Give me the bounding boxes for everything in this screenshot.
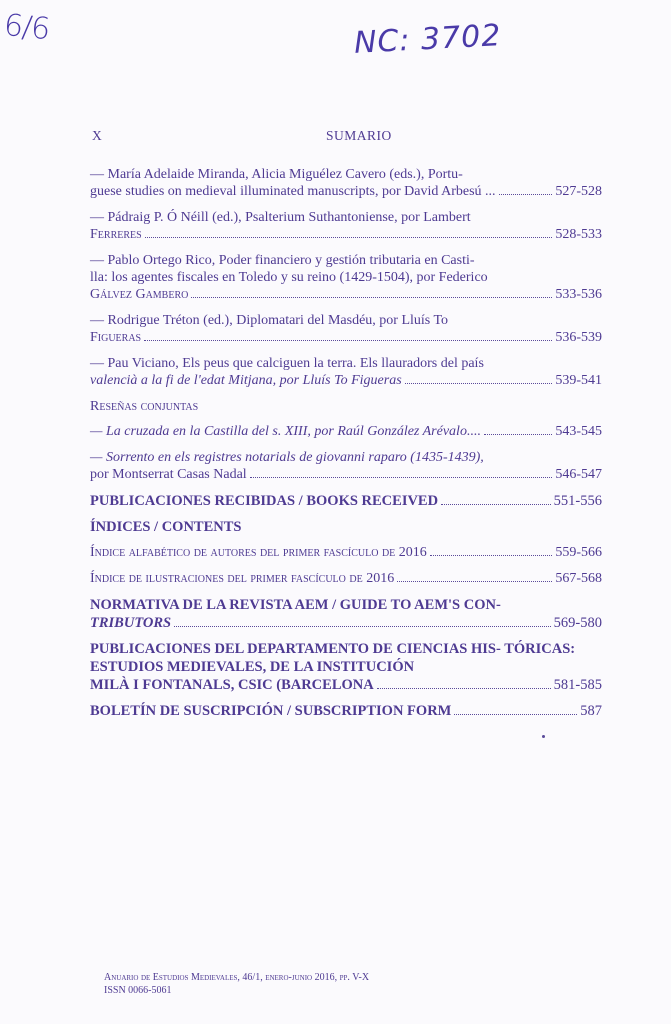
ink-dot — [542, 735, 545, 738]
page-number: X — [92, 128, 102, 143]
section-title: TRIBUTORS — [90, 615, 172, 631]
page-range: 569-580 — [553, 615, 602, 631]
section-indices — [90, 518, 602, 536]
journal-citation: Anuario de Estudios Medievales, 46/1, enero-junio 2016, pp. V-X — [104, 972, 370, 983]
page-range: 527-528 — [555, 184, 602, 199]
subsection-heading: Reseñas conjuntas — [90, 399, 199, 414]
page-range: 533-536 — [555, 287, 602, 302]
toc-entry — [90, 312, 602, 346]
page-range: 567-568 — [555, 571, 602, 586]
page-range: 587 — [580, 703, 602, 719]
entry-line: valencià a la fi de l'edat Mitjana, por Lluís To Figueras — [90, 373, 402, 388]
toc-entry — [90, 166, 602, 200]
entry-line: — Pádraig P. Ó Néill (ed.), Psalterium Suthantoniense, por Lambert — [90, 210, 471, 225]
entry-line: — Sorrento en els registres notarials de giovanni raparo (1435-1439), — [90, 450, 484, 465]
handwritten-page-count: 6/6 — [2, 7, 51, 48]
section-boletin — [90, 702, 602, 720]
section-recibidas — [90, 492, 602, 510]
table-of-contents — [90, 166, 602, 728]
entry-line: — La cruzada en la Castilla del s. XIII, por Raúl González Arévalo.... — [90, 424, 481, 439]
section-title: ÍNDICES / CONTENTS — [90, 519, 242, 535]
toc-entry — [90, 355, 602, 389]
section-normativa — [90, 596, 602, 632]
entry-line: Índice alfabético de autores del primer fascículo de 2016 — [90, 545, 427, 560]
entry-line: por Montserrat Casas Nadal — [90, 467, 247, 482]
page-footer — [104, 971, 369, 997]
page-range: 559-566 — [555, 545, 602, 560]
entry-line: Ferreres — [90, 227, 142, 242]
section-title: BOLETÍN DE SUSCRIPCIÓN / SUBSCRIPTION FORM — [90, 703, 452, 719]
page-range: 543-545 — [555, 424, 602, 439]
entry-line: Índice de ilustraciones del primer fascículo de 2016 — [90, 571, 395, 586]
page-range: 581-585 — [553, 677, 602, 693]
page-range: 528-533 — [555, 227, 602, 242]
entry-line: — María Adelaide Miranda, Alicia Miguélez Cavero (eds.), Portu- — [90, 167, 463, 182]
issn: ISSN 0066-5061 — [104, 985, 172, 996]
toc-entry — [90, 449, 602, 483]
section-publicaciones — [90, 640, 602, 694]
section-title: MILÀ I FONTANALS, CSIC (BARCELONA — [90, 677, 374, 693]
entry-line: Gálvez Gambero — [90, 287, 189, 302]
page-title: SUMARIO — [326, 128, 392, 143]
toc-entry — [90, 209, 602, 243]
entry-line: — Rodrigue Tréton (ed.), Diplomatari del Masdéu, por Lluís To — [90, 313, 449, 328]
toc-entry — [90, 252, 602, 303]
section-title: TÓRICAS: ESTUDIOS MEDIEVALES, DE LA INSTITUCIÓN — [90, 641, 576, 675]
page-range: 539-541 — [555, 373, 602, 388]
handwritten-catalog-number: NC: 3702 — [353, 18, 503, 61]
entry-line: Figueras — [90, 330, 142, 345]
section-title: PUBLICACIONES DEL DEPARTAMENTO DE CIENCIAS HIS- — [90, 641, 501, 657]
entry-line: — Pablo Ortego Rico, Poder financiero y gestión tributaria en Casti- — [90, 253, 475, 268]
page-range: 546-547 — [555, 467, 602, 482]
toc-entry — [90, 570, 602, 587]
toc-entry — [90, 544, 602, 561]
section-title: NORMATIVA DE LA REVISTA AEM / GUIDE TO AEM'S CON- — [90, 597, 501, 613]
page-range: 536-539 — [555, 330, 602, 345]
entry-line: guese studies on medieval illuminated manuscripts, por David Arbesú ... — [90, 184, 496, 199]
toc-entry — [90, 423, 602, 440]
section-title: PUBLICACIONES RECIBIDAS / BOOKS RECEIVED — [90, 493, 439, 509]
page-range: 551-556 — [553, 493, 602, 509]
entry-line: — Pau Viciano, Els peus que calciguen la terra. Els llauradors del país — [90, 356, 484, 371]
entry-line: lla: los agentes fiscales en Toledo y su reino (1429-1504), por Federico — [90, 270, 488, 285]
